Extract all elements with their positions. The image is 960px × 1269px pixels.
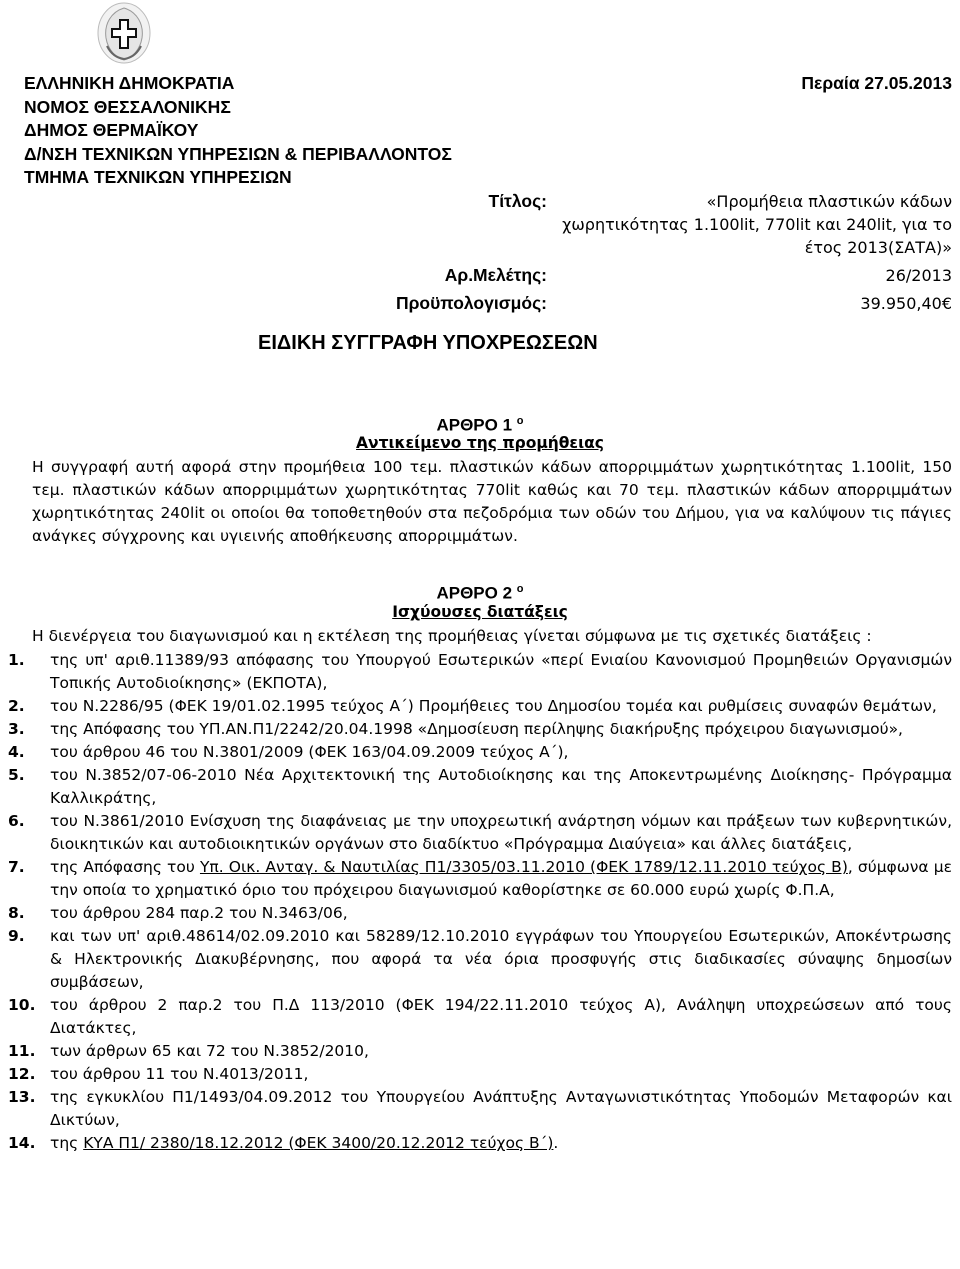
item-number: 10. [8,996,36,1014]
issuing-authority [24,72,452,190]
item-text: του άρθρου 46 του Ν.3801/2009 (ΦΕΚ 163/04.09.2009 τεύχος Α΄), [50,743,569,761]
study-number-value: 26/2013 [885,266,952,285]
list-item [8,1063,952,1086]
header-line: ΤΜΗΜΑ ΤΕΧΝΙΚΩΝ ΥΠΗΡΕΣΙΩΝ [24,167,292,187]
list-item [8,925,952,994]
list-item [8,718,952,741]
item-number: 4. [8,743,25,761]
list-item [8,810,952,856]
item-text: της υπ' αριθ.11389/93 απόφασης του Υπουργού Εσωτερικών «περί Ενιαίου Κανονισμού Προμηθειών Οργανισμών Τοπικής Αυτοδιοίκησης» (ΕΚΠΟΤΑ), [50,651,952,692]
list-item [8,649,952,695]
budget-value: 39.950,40€ [860,294,952,313]
document-title: ΕΙΔΙΚΗ ΣΥΓΓΡΑΦΗ ΥΠΟΧΡΕΩΣΕΩΝ [258,332,598,354]
list-item [8,1040,952,1063]
title-value-line: «Προμήθεια πλαστικών κάδων [706,192,952,211]
item-number: 6. [8,812,25,830]
item-number: 13. [8,1088,36,1106]
header-line: ΕΛΛΗΝΙΚΗ ΔΗΜΟΚΡΑΤΙΑ [24,73,235,93]
list-item [8,1086,952,1132]
article-1-ordinal: ο [516,415,524,427]
article-2-intro-text: Η διενέργεια του διαγωνισμού και η εκτέλεση της προμήθειας γίνεται σύμφωνα με τις σχετικές διατάξεις : [32,627,872,645]
list-item [8,1132,952,1155]
document-date: Περαία 27.05.2013 [801,73,952,93]
title-value-line: έτος 2013(ΣΑΤΑ)» [804,238,952,257]
article-2-intro [8,625,952,648]
list-item [8,741,952,764]
ministerial-decision-link[interactable]: Υπ. Οικ. Ανταγ. & Ναυτιλίας Π1/3305/03.11.2010 (ΦΕΚ 1789/12.11.2010 τεύχος Β) [199,858,848,876]
joint-ministerial-decision-link[interactable]: ΚΥΑ Π1/ 2380/18.12.2012 (ΦΕΚ 3400/20.12.2012 τεύχος Β΄) [83,1134,554,1152]
title-label: Τίτλος: [488,191,547,211]
article-2-heading-text: ΑΡΘΡΟ 2 [436,583,513,603]
item-text: του Ν.2286/95 (ΦΕΚ 19/01.02.1995 τεύχος Α΄) Προμήθειες του Δημοσίου τομέα και ρυθμίσεις συναφών θεμάτων, [50,697,937,715]
item-text: του Ν.3861/2010 Ενίσχυση της διαφάνειας με την υποχρεωτική ανάρτηση νόμων και πράξεων των κυβερνητικών, διοικητικών και αυτοδιοικητικών οργάνων στο διαδίκτυο «Πρόγραμμα Διαύγεια» και άλλες διατάξεις, [50,812,952,853]
item-text-start: της Απόφασης του [50,858,200,876]
title-value-line: χωρητικότητας 1.100lit, 770lit και 240lit, για το [562,215,952,234]
article-1-heading-text: ΑΡΘΡΟ 1 [436,415,513,435]
item-text: του Ν.3852/07-06-2010 Νέα Αρχιτεκτονική της Αυτοδιοίκησης και της Αποκεντρωμένης Διοίκησης- Πρόγραμμα Καλλικράτης, [50,766,952,807]
header-line: ΝΟΜΟΣ ΘΕΣΣΑΛΟΝΙΚΗΣ [24,96,231,117]
item-number: 3. [8,720,25,738]
header-line: Δ/ΝΣΗ ΤΕΧΝΙΚΩΝ ΥΠΗΡΕΣΙΩΝ & ΠΕΡΙΒΑΛΛΟΝΤΟΣ [24,143,452,164]
item-number: 8. [8,904,25,922]
item-text: του άρθρου 284 παρ.2 του Ν.3463/06, [50,904,348,922]
item-text-end: , σύμφωνα με την οποία το χρηματικό όριο του πρόχειρου διαγωνισμού καθορίστηκε σε 60.000 ευρώ χωρίς Φ.Π.Α, [50,858,952,899]
item-text: της Απόφασης του ΥΠ.ΑΝ.Π1/2242/20.04.1998 «Δημοσίευση περίληψης διακήρυξης πρόχειρου διαγωνισμού», [50,720,903,738]
item-number: 9. [8,927,25,945]
article-2-subheading: Ισχύουσες διατάξεις [392,603,568,621]
item-number: 1. [8,651,25,669]
list-item [8,902,952,925]
list-item [8,764,952,810]
hellenic-republic-emblem-icon [97,2,151,64]
item-number: 11. [8,1042,36,1060]
item-text: της εγκυκλίου Π1/1493/04.09.2012 του Υπουργείου Ανάπτυξης Ανταγωνιστικότητας Υποδομών Μεταφορών και Δικτύων, [50,1088,952,1129]
article-1-paragraph: Η συγγραφή αυτή αφορά στην προμήθεια 100 τεμ. πλαστικών κάδων απορριμμάτων χωρητικότητας 1.100lit, 150 τεμ. πλαστικών κάδων απορριμμάτων χωρητικότητας 770lit καθώς και 70 τεμ. πλαστικών κάδων απορριμμάτων χωρητικότητας 240lit οι οποίοι θα τοποθετηθούν στα πεζοδρόμια των οδών του Δήμου, για να καλύψουν τις πάγιες ανάγκες σύγχρονης και υγιεινής αποθήκευσης απορριμμάτων. [32,458,952,545]
item-number: 14. [8,1134,36,1152]
list-item [8,695,952,718]
item-number: 7. [8,858,25,876]
provisions-list [8,649,952,1155]
study-number-label: Αρ.Μελέτης: [444,265,547,285]
header-line: ΔΗΜΟΣ ΘΕΡΜΑΪΚΟΥ [24,120,199,140]
article-1-subheading: Αντικείμενο της προμήθειας [356,434,604,452]
item-text-start: της [50,1134,84,1152]
list-item [8,994,952,1040]
budget-label: Προϋπολογισμός: [395,293,547,313]
item-number: 5. [8,766,25,784]
item-text: του άρθρου 11 του Ν.4013/2011, [50,1065,309,1083]
article-2-ordinal: ο [516,583,524,595]
item-text-end: . [553,1134,559,1152]
article-1-body [8,456,952,548]
item-text: και των υπ' αριθ.48614/02.09.2010 και 58289/12.10.2010 εγγράφων του Υπουργείου Εσωτερικών, Αποκέντρωσης & Ηλεκτρονικής Διακυβέρνησης, που αφορά τα νέα όρια προσφυγής στις διαδικασίες σύναψης δημοσίων συμβάσεων, [50,927,952,991]
item-text: του άρθρου 2 παρ.2 του Π.Δ 113/2010 (ΦΕΚ 194/22.11.2010 τεύχος Α), Ανάληψη υποχρεώσεων από τους Διατάκτες, [50,996,952,1037]
list-item [8,856,952,902]
item-number: 2. [8,697,25,715]
item-text: των άρθρων 65 και 72 του Ν.3852/2010, [50,1042,369,1060]
item-number: 12. [8,1065,36,1083]
